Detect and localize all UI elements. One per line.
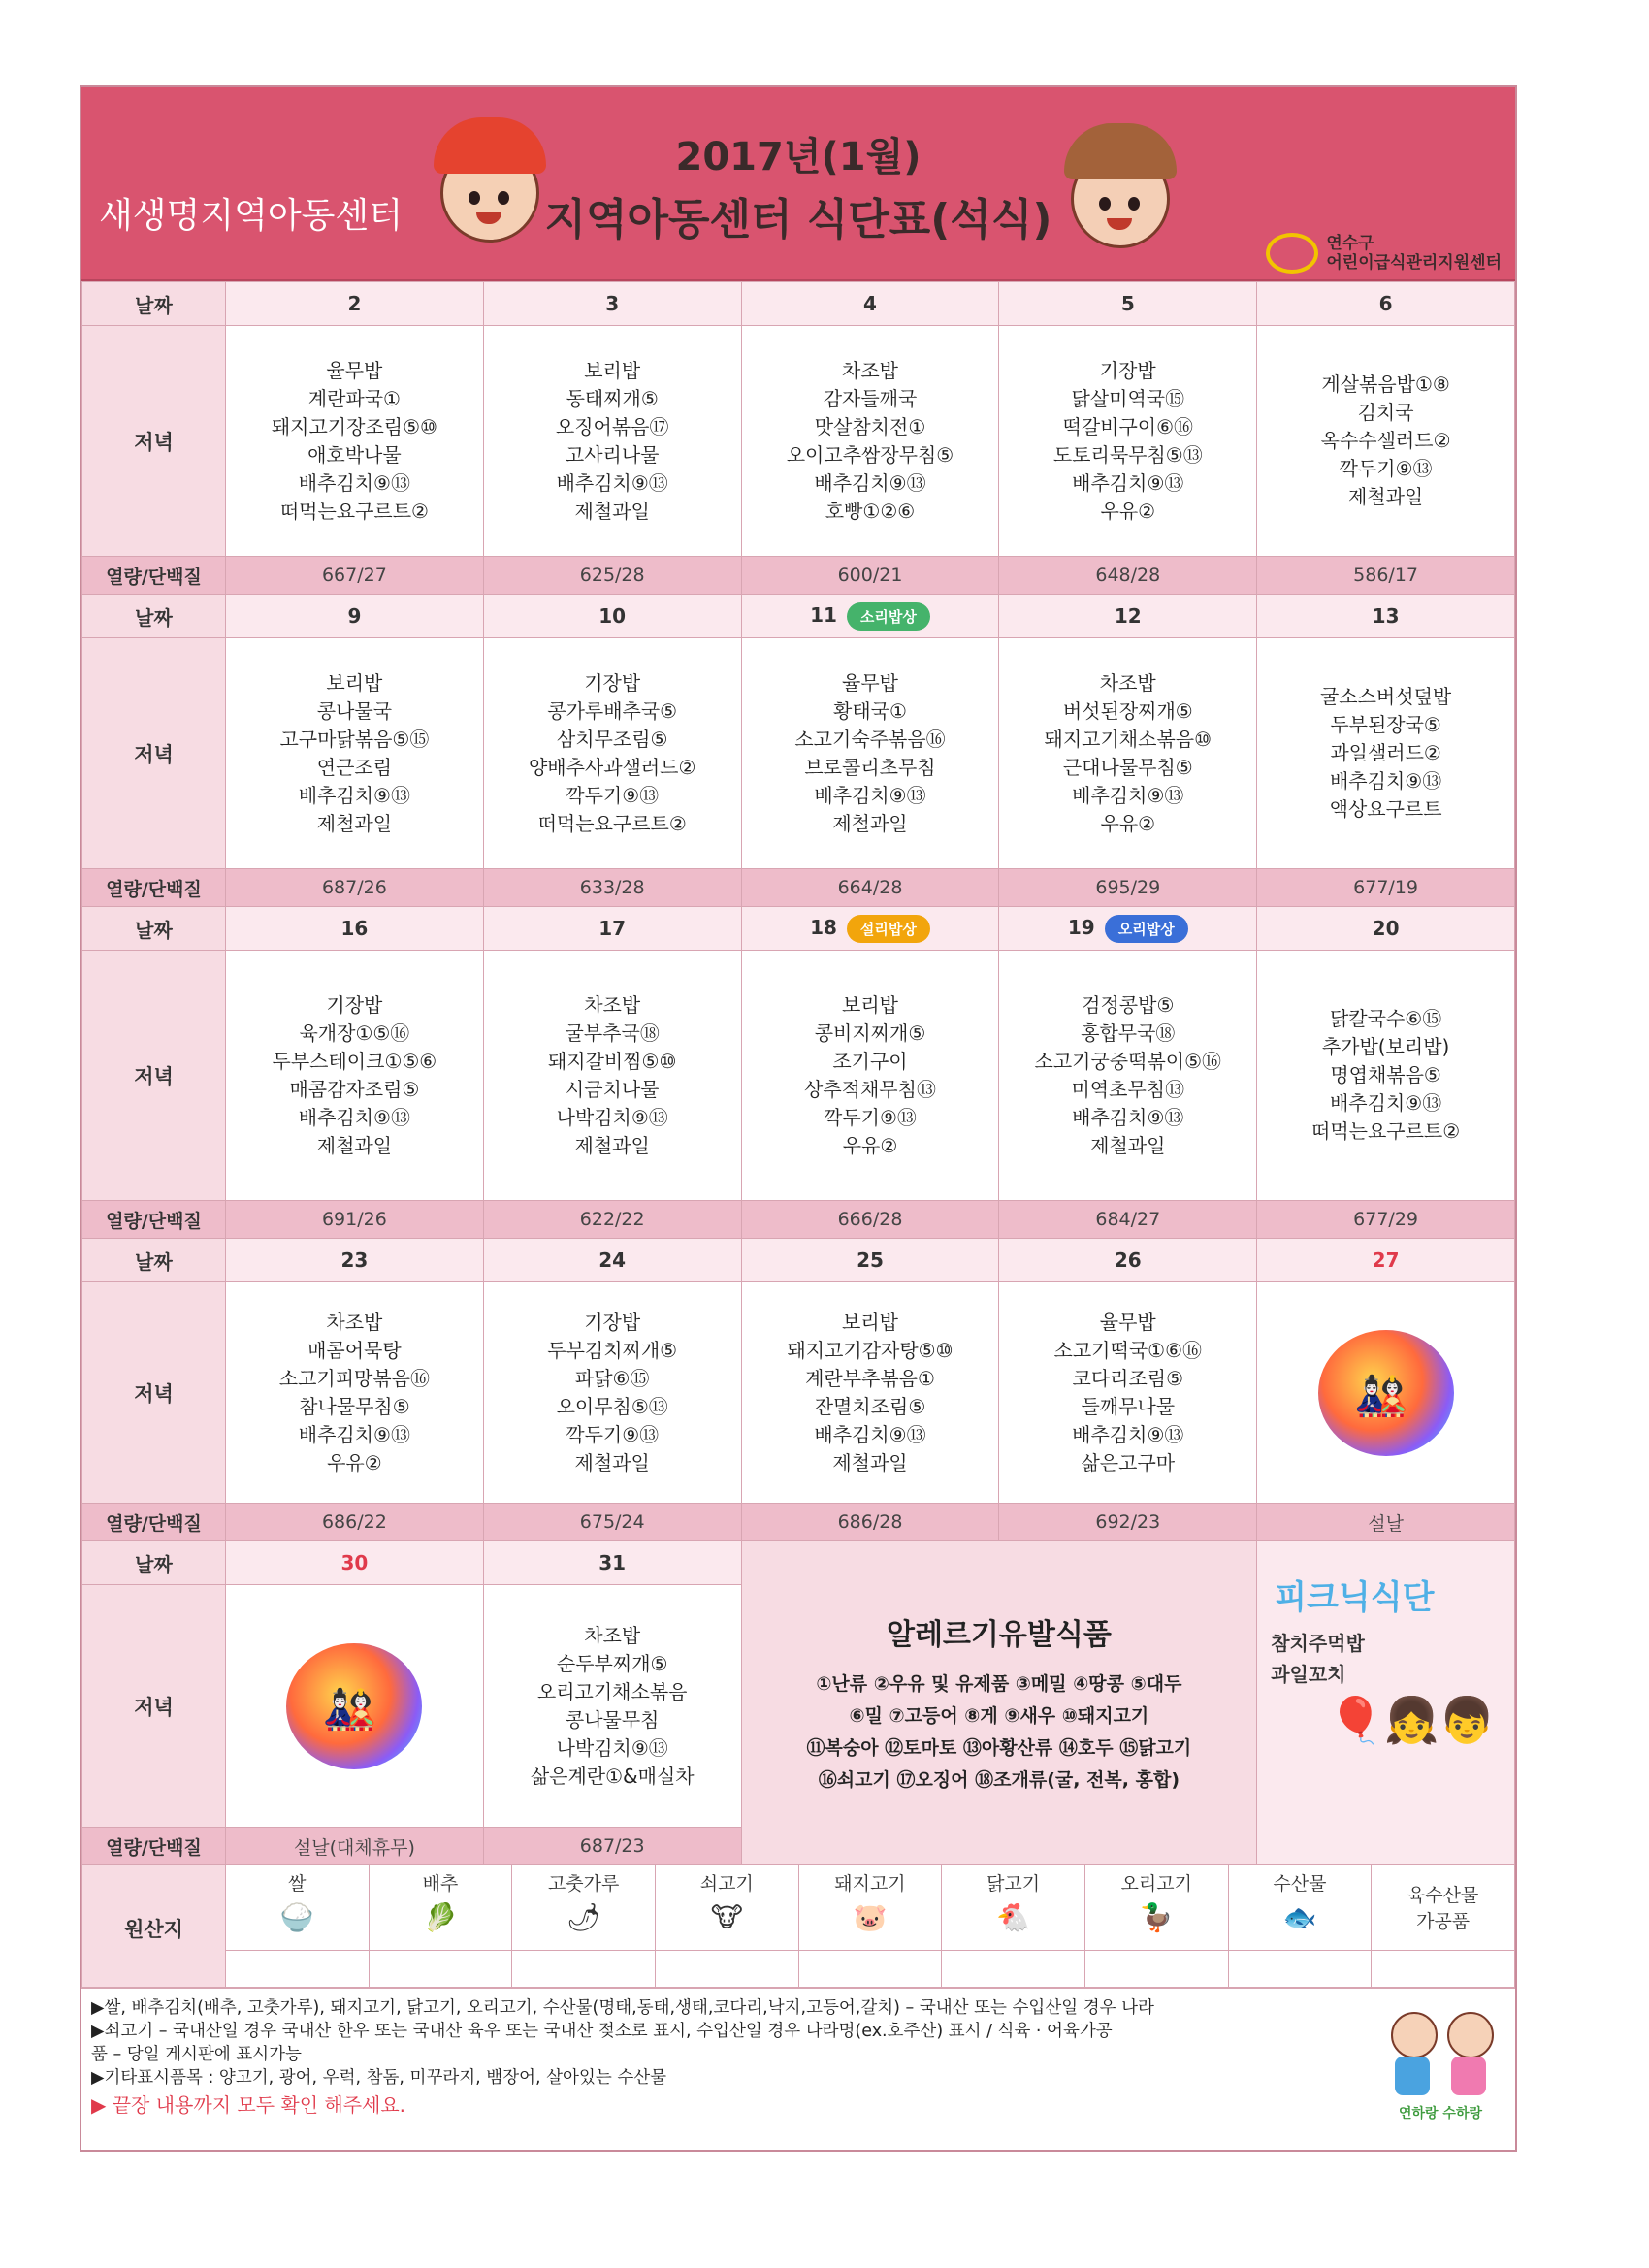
food-item: 소고기피망볶음⑯ <box>278 1366 431 1390</box>
origin-blank-cell <box>798 1951 942 1988</box>
date-number: 27 <box>1372 1248 1400 1272</box>
food-item: 두부된장국⑤ <box>1330 713 1441 736</box>
new-year-holiday-icon: 🎎 <box>1318 1330 1454 1456</box>
dinner-cell <box>741 1282 999 1504</box>
date-cell <box>741 282 999 326</box>
food-item: 매콤감자조림⑤ <box>289 1077 420 1101</box>
calorie-value: 686/28 <box>741 1504 999 1541</box>
food-item: 들깨무나물 <box>1081 1394 1176 1418</box>
food-item: 연근조림 <box>316 755 393 779</box>
dinner-cell <box>1257 951 1515 1201</box>
origin-item <box>655 1865 798 1951</box>
menu-table <box>81 281 1515 1865</box>
food-item: 돼지고기장조림⑤⑩ <box>271 414 437 438</box>
date-number: 19 <box>1067 915 1095 939</box>
food-item: 미역초무침⑬ <box>1071 1077 1185 1101</box>
calorie-value: 677/29 <box>1257 1201 1515 1239</box>
origin-item <box>369 1865 512 1951</box>
food-item: 깍두기⑨⑬ <box>566 783 660 807</box>
origin-blank-cell <box>942 1951 1085 1988</box>
food-item: 오이무침⑤⑬ <box>556 1394 668 1418</box>
food-item: 나박김치⑨⑬ <box>556 1735 668 1760</box>
dinner-cell <box>741 951 999 1201</box>
dinner-cell <box>999 638 1257 869</box>
food-item: 떠먹는요구르트② <box>537 811 687 835</box>
food-item: 게살볶음밥①⑧ <box>1321 373 1450 396</box>
food-item: 오이고추쌈장무침⑤ <box>786 442 954 467</box>
food-item: 제철과일 <box>832 811 908 835</box>
food-item: 율무밥 <box>326 358 383 382</box>
food-item: 콩나물무침 <box>565 1707 660 1732</box>
origin-item <box>512 1865 656 1951</box>
date-cell <box>226 595 484 638</box>
food-item: 콩비지찌개⑤ <box>814 1021 926 1045</box>
date-label: 날짜 <box>82 282 226 326</box>
food-item: 배추김치⑨⑬ <box>1329 1091 1442 1115</box>
food-item: 차조밥 <box>842 358 898 382</box>
allergy-line: ⑪복숭아 ⑫토마토 ⑬아황산류 ⑭호두 ⑮닭고기 <box>806 1736 1192 1759</box>
food-item: 오리고기채소볶음 <box>536 1679 688 1703</box>
origin-item-icon: 🦆 <box>1139 1901 1174 1933</box>
dinner-cell <box>1257 326 1515 557</box>
food-item: 맛살참치전① <box>814 414 926 438</box>
allergy-title: 알레르기유발식품 <box>886 1617 1112 1652</box>
date-number: 10 <box>598 604 627 628</box>
food-item: 옥수수샐러드② <box>1320 429 1451 452</box>
dinner-cell <box>226 951 484 1201</box>
food-item: 조기구이 <box>832 1049 908 1073</box>
special-meal-badge: 설리밥상 <box>847 915 930 943</box>
origin-item-icon: 🌶 <box>566 1901 601 1933</box>
food-item: 우유② <box>327 1450 382 1474</box>
food-item: 참나물무침⑤ <box>299 1394 410 1418</box>
food-item: 황태국① <box>833 698 907 723</box>
food-item: 과일샐러드② <box>1330 741 1441 764</box>
menu-sheet <box>80 85 1517 2152</box>
food-item: 도토리묵무침⑤⑬ <box>1052 442 1203 467</box>
food-item: 오징어볶음⑰ <box>555 414 669 438</box>
origin-item-icon: 🍚 <box>279 1901 314 1933</box>
food-item: 배추김치⑨⑬ <box>298 1422 410 1446</box>
origin-item-name: 수산물 <box>1273 1873 1327 1895</box>
dinner-label: 저녁 <box>82 1282 226 1504</box>
food-item: 고사리나물 <box>565 442 660 467</box>
date-cell <box>1257 282 1515 326</box>
origin-item-icon: 🐮 <box>710 1901 743 1933</box>
calorie-label: 열량/단백질 <box>82 1828 226 1865</box>
food-item: 배추김치⑨⑬ <box>298 1105 410 1129</box>
note-line: ▶기타표시품목 : 양고기, 광어, 우럭, 참돔, 미꾸라지, 뱀장어, 살아있는 수산물 <box>91 2068 667 2088</box>
origin-label: 원산지 <box>82 1865 226 1988</box>
date-label: 날짜 <box>82 595 226 638</box>
food-item: 콩나물국 <box>316 698 393 723</box>
origin-item-name: 육수산물 가공품 <box>1406 1884 1479 1932</box>
food-item: 브로콜리초무침 <box>804 755 936 779</box>
food-item: 율무밥 <box>1099 1310 1156 1334</box>
food-item: 기장밥 <box>326 992 383 1017</box>
calorie-label: 열량/단백질 <box>82 1201 226 1239</box>
origin-item-name: 배추 <box>422 1873 459 1895</box>
date-number: 3 <box>605 292 620 315</box>
food-item: 코다리조림⑤ <box>1072 1366 1184 1390</box>
calorie-value: 687/23 <box>483 1828 741 1865</box>
origin-item-name: 닭고기 <box>986 1873 1041 1895</box>
food-item: 육개장①⑤⑯ <box>299 1021 410 1045</box>
food-item: 버섯된장찌개⑤ <box>1062 698 1193 723</box>
origin-item-icon: 🐟 <box>1282 1901 1317 1933</box>
calorie-label: 열량/단백질 <box>82 869 226 907</box>
food-item: 콩가루배추국⑤ <box>547 698 678 723</box>
food-item: 돼지고기감자탕⑤⑩ <box>787 1338 954 1362</box>
date-cell <box>483 282 741 326</box>
dinner-cell <box>483 638 741 869</box>
calorie-value: 설날(대체휴무) <box>226 1828 484 1865</box>
dinner-cell <box>483 1282 741 1504</box>
allergy-line: ①난류 ②우유 및 유제품 ③메밀 ④땅콩 ⑤대두 <box>816 1672 1182 1695</box>
origin-item <box>942 1865 1085 1951</box>
note-line: 품 – 당일 게시판에 표시가능 <box>91 2045 302 2064</box>
origin-item <box>798 1865 942 1951</box>
food-item: 보리밥 <box>326 670 383 695</box>
food-item: 시금치나물 <box>565 1077 660 1101</box>
date-cell <box>1257 1239 1515 1282</box>
allergy-box <box>741 1541 1257 1865</box>
origin-item-name: 고춧가루 <box>547 1873 620 1895</box>
food-item: 계란부추볶음① <box>805 1366 935 1390</box>
dinner-cell <box>741 638 999 869</box>
note-line: ▶쌀, 배추김치(배추, 고춧가루), 돼지고기, 닭고기, 오리고기, 수산물(명태,동태,생태,코다리,낙지,고등어,갈치) – 국내산 또는 수입산일 경우 나라 <box>91 1998 1154 2018</box>
warning-text: ▶ 끝장 내용까지 모두 확인 해주세요. <box>91 2093 406 2117</box>
dinner-cell <box>999 326 1257 557</box>
date-cell <box>483 595 741 638</box>
calorie-value: 687/26 <box>226 869 484 907</box>
food-item: 동태찌개⑤ <box>566 386 659 410</box>
food-item: 양배추사과샐러드② <box>528 755 696 779</box>
food-item: 순두부찌개⑤ <box>556 1651 668 1675</box>
food-item: 배추김치⑨⑬ <box>1072 783 1184 807</box>
food-item: 소고기궁중떡볶이⑤⑯ <box>1034 1049 1222 1073</box>
food-item: 배추김치⑨⑬ <box>1329 769 1442 793</box>
smile-logo-icon <box>1266 233 1318 274</box>
origin-blank-cell <box>512 1951 656 1988</box>
food-item: 배추김치⑨⑬ <box>298 470 410 495</box>
food-item: 두부김치찌개⑤ <box>547 1338 678 1362</box>
food-item: 보리밥 <box>842 992 898 1017</box>
origin-blank-cell <box>369 1951 512 1988</box>
org-line2: 어린이급식관리지원센터 <box>1326 253 1502 273</box>
food-item: 애호박나물 <box>307 442 402 467</box>
calorie-value: 600/21 <box>741 557 999 595</box>
dinner-cell <box>226 326 484 557</box>
food-item: 보리밥 <box>842 1310 898 1334</box>
origin-blank-cell <box>1228 1951 1372 1988</box>
food-item: 삼치무조림⑤ <box>556 727 668 751</box>
calorie-value: 677/19 <box>1257 869 1515 907</box>
date-number: 12 <box>1114 604 1142 628</box>
origin-item-name: 오리고기 <box>1120 1873 1192 1895</box>
picnic-item: 과일꼬치 <box>1271 1663 1346 1686</box>
food-item: 두부스테이크①⑤⑥ <box>272 1049 437 1073</box>
date-number: 23 <box>340 1248 369 1272</box>
food-item: 추가밥(보리밥) <box>1321 1035 1450 1058</box>
calorie-value: 691/26 <box>226 1201 484 1239</box>
date-number: 4 <box>863 292 877 315</box>
special-meal-badge: 소리밥상 <box>847 602 930 631</box>
dinner-cell <box>1257 638 1515 869</box>
origin-item-name: 쌀 <box>288 1873 307 1895</box>
food-item: 액상요구르트 <box>1329 797 1442 821</box>
origin-blank-cell <box>226 1951 370 1988</box>
date-number: 16 <box>340 917 369 940</box>
page-title: 지역아동센터 식단표(석식) <box>544 195 1052 244</box>
dinner-label: 저녁 <box>82 1585 226 1828</box>
food-item: 깍두기⑨⑬ <box>566 1422 660 1446</box>
food-item: 감자들깨국 <box>823 386 918 410</box>
calorie-value: 666/28 <box>741 1201 999 1239</box>
food-item: 떡갈비구이⑥⑯ <box>1062 414 1194 438</box>
date-cell <box>483 907 741 951</box>
food-item: 차조밥 <box>584 1623 641 1647</box>
food-item: 제철과일 <box>574 499 650 523</box>
food-item: 배추김치⑨⑬ <box>298 783 410 807</box>
calorie-value: 664/28 <box>741 869 999 907</box>
origin-item-name: 돼지고기 <box>834 1873 906 1895</box>
date-number: 25 <box>857 1248 884 1272</box>
food-item: 배추김치⑨⑬ <box>814 470 926 495</box>
date-number: 24 <box>598 1248 627 1272</box>
date-cell <box>741 1239 999 1282</box>
food-item: 배추김치⑨⑬ <box>1072 1422 1184 1446</box>
slogan: 연하랑 수하랑 <box>1398 2106 1483 2122</box>
picnic-title: 피크닉식단 <box>1275 1578 1435 1617</box>
allergy-line: ⑥밀 ⑦고등어 ⑧게 ⑨새우 ⑩돼지고기 <box>849 1704 1149 1727</box>
allergy-line: ⑯쇠고기 ⑰오징어 ⑱조개류(굴, 전복, 홍합) <box>818 1768 1180 1791</box>
calorie-label: 열량/단백질 <box>82 557 226 595</box>
food-item: 보리밥 <box>584 358 641 382</box>
origin-blank-cell <box>1084 1951 1228 1988</box>
special-meal-badge: 오리밥상 <box>1105 915 1188 943</box>
dinner-cell <box>999 951 1257 1201</box>
food-item: 소고기숙주볶음⑯ <box>794 727 946 751</box>
dinner-label: 저녁 <box>82 638 226 869</box>
mushroom-character-icon <box>1071 149 1170 248</box>
food-item: 배추김치⑨⑬ <box>1072 1105 1184 1129</box>
date-cell <box>999 907 1257 951</box>
calorie-value: 633/28 <box>483 869 741 907</box>
food-item: 깍두기⑨⑬ <box>824 1105 917 1129</box>
calorie-value: 686/22 <box>226 1504 484 1541</box>
date-cell <box>999 595 1257 638</box>
food-item: 호빵①②⑥ <box>824 499 916 523</box>
org-line1: 연수구 <box>1326 234 1374 253</box>
food-item: 떠먹는요구르트② <box>1311 1119 1461 1143</box>
date-number: 11 <box>810 602 837 627</box>
date-number: 17 <box>598 917 627 940</box>
dinner-label: 저녁 <box>82 951 226 1201</box>
food-item: 닭살미역국⑮ <box>1071 386 1185 410</box>
food-item: 계란파국① <box>307 386 401 410</box>
food-item: 상추적채무침⑬ <box>804 1077 936 1101</box>
origin-item-icon: 🥬 <box>423 1901 458 1933</box>
date-label: 날짜 <box>82 907 226 951</box>
food-item: 차조밥 <box>584 992 641 1017</box>
food-item: 명엽채볶음⑤ <box>1330 1063 1441 1086</box>
food-item: 배추김치⑨⑬ <box>556 470 668 495</box>
food-item: 제철과일 <box>316 1133 393 1157</box>
origin-table <box>81 1864 1515 1988</box>
food-item: 차조밥 <box>1099 670 1156 695</box>
calorie-label: 열량/단백질 <box>82 1504 226 1541</box>
date-number: 5 <box>1120 292 1135 315</box>
food-item: 우유② <box>1100 811 1156 835</box>
food-item: 기장밥 <box>584 670 641 695</box>
origin-item-name: 쇠고기 <box>699 1873 754 1895</box>
picnic-box <box>1257 1541 1515 1865</box>
food-item: 삶은계란①&매실차 <box>530 1764 695 1788</box>
food-item: 기장밥 <box>584 1310 641 1334</box>
new-year-holiday-icon: 🎎 <box>286 1643 422 1769</box>
calorie-value: 설날 <box>1257 1504 1515 1541</box>
food-item: 배추김치⑨⑬ <box>1072 470 1184 495</box>
food-item: 파닭⑥⑮ <box>574 1366 650 1390</box>
food-item: 근대나물무침⑤ <box>1062 755 1193 779</box>
food-item: 제철과일 <box>1347 485 1424 508</box>
food-item: 닭칼국수⑥⑮ <box>1329 1007 1442 1030</box>
food-item: 제철과일 <box>832 1450 908 1474</box>
calorie-value: 695/29 <box>999 869 1257 907</box>
date-cell <box>741 907 999 951</box>
origin-item <box>1372 1865 1515 1951</box>
date-cell <box>999 1239 1257 1282</box>
date-cell <box>1257 907 1515 951</box>
date-number: 9 <box>347 604 362 628</box>
origin-item <box>226 1865 370 1951</box>
food-item: 삶은고구마 <box>1081 1450 1176 1474</box>
holiday-cell <box>226 1585 484 1828</box>
picnic-item: 참치주먹밥 <box>1271 1632 1365 1655</box>
origin-blank-cell <box>1372 1951 1515 1988</box>
food-item: 소고기떡국①⑥⑯ <box>1053 1338 1203 1362</box>
holiday-cell <box>1257 1282 1515 1504</box>
center-name: 새생명지역아동센터 <box>99 196 403 236</box>
food-item: 잔멸치조림⑤ <box>814 1394 926 1418</box>
dinner-cell <box>226 1282 484 1504</box>
date-cell <box>226 1239 484 1282</box>
note-line: ▶쇠고기 – 국내산일 경우 국내산 한우 또는 국내산 육우 또는 국내산 젖소로 표시, 수입산일 경우 나라명(ex.호주산) 표시 / 식육 · 어육가공 <box>91 2022 1113 2041</box>
calorie-value: 667/27 <box>226 557 484 595</box>
origin-item-icon: 🐔 <box>996 1901 1031 1933</box>
food-item: 깍두기⑨⑬ <box>1339 457 1433 480</box>
food-item: 나박김치⑨⑬ <box>556 1105 668 1129</box>
origin-item-icon: 🐷 <box>853 1901 888 1933</box>
date-cell <box>226 907 484 951</box>
notes-section <box>81 1988 1515 2150</box>
date-number: 18 <box>810 915 837 939</box>
calorie-value: 684/27 <box>999 1201 1257 1239</box>
food-item: 기장밥 <box>1099 358 1156 382</box>
calorie-value: 692/23 <box>999 1504 1257 1541</box>
kids-mascot-icon <box>1377 2002 1504 2128</box>
date-number: 20 <box>1372 917 1400 940</box>
date-number: 2 <box>347 292 362 315</box>
date-number: 13 <box>1372 604 1400 628</box>
food-item: 돼지갈비찜⑤⑩ <box>547 1049 677 1073</box>
food-item: 매콤어묵탕 <box>307 1338 402 1362</box>
food-item: 제철과일 <box>316 811 393 835</box>
date-cell <box>999 282 1257 326</box>
date-cell <box>226 282 484 326</box>
calorie-value: 675/24 <box>483 1504 741 1541</box>
dinner-cell <box>741 326 999 557</box>
food-item: 배추김치⑨⑬ <box>814 1422 926 1446</box>
food-item: 제철과일 <box>1090 1133 1166 1157</box>
food-item: 차조밥 <box>326 1310 383 1334</box>
dinner-cell <box>483 1585 741 1828</box>
date-cell: 30 <box>226 1541 484 1585</box>
food-item: 배추김치⑨⑬ <box>814 783 926 807</box>
origin-item <box>1084 1865 1228 1951</box>
origin-item <box>1228 1865 1372 1951</box>
title-year-month: 2017년(1월) <box>675 135 922 179</box>
date-cell <box>1257 595 1515 638</box>
date-cell <box>483 1239 741 1282</box>
dinner-cell <box>483 951 741 1201</box>
calorie-value: 622/22 <box>483 1201 741 1239</box>
dinner-cell <box>999 1282 1257 1504</box>
header-banner <box>81 87 1515 281</box>
food-item: 굴소스버섯덮밥 <box>1319 685 1452 708</box>
date-label: 날짜 <box>82 1239 226 1282</box>
food-item: 김치국 <box>1357 401 1414 424</box>
food-item: 우유② <box>1100 499 1156 523</box>
picnic-kids-balloon-icon: 🎈👧👦 <box>1328 1694 1495 1746</box>
food-item: 고구마닭볶음⑤⑮ <box>279 727 430 751</box>
food-item: 떠먹는요구르트② <box>279 499 429 523</box>
dinner-label: 저녁 <box>82 326 226 557</box>
food-item: 굴부추국⑱ <box>565 1021 660 1045</box>
food-item: 제철과일 <box>574 1450 650 1474</box>
calorie-value: 625/28 <box>483 557 741 595</box>
food-item: 우유② <box>842 1133 898 1157</box>
food-item: 검정콩밥⑤ <box>1082 992 1175 1017</box>
date-cell <box>741 595 999 638</box>
org-logo <box>1266 233 1502 274</box>
calorie-value: 648/28 <box>999 557 1257 595</box>
food-item: 돼지고기채소볶음⑩ <box>1044 727 1212 751</box>
dinner-cell <box>226 638 484 869</box>
food-item: 율무밥 <box>842 670 898 695</box>
date-number: 6 <box>1378 292 1393 315</box>
dinner-cell <box>483 326 741 557</box>
food-item: 제철과일 <box>574 1133 650 1157</box>
date-cell: 31 <box>483 1541 741 1585</box>
date-number: 26 <box>1114 1248 1142 1272</box>
calorie-value: 586/17 <box>1257 557 1515 595</box>
food-item: 홍합무국⑱ <box>1081 1021 1176 1045</box>
date-label: 날짜 <box>82 1541 226 1585</box>
origin-blank-cell <box>655 1951 798 1988</box>
